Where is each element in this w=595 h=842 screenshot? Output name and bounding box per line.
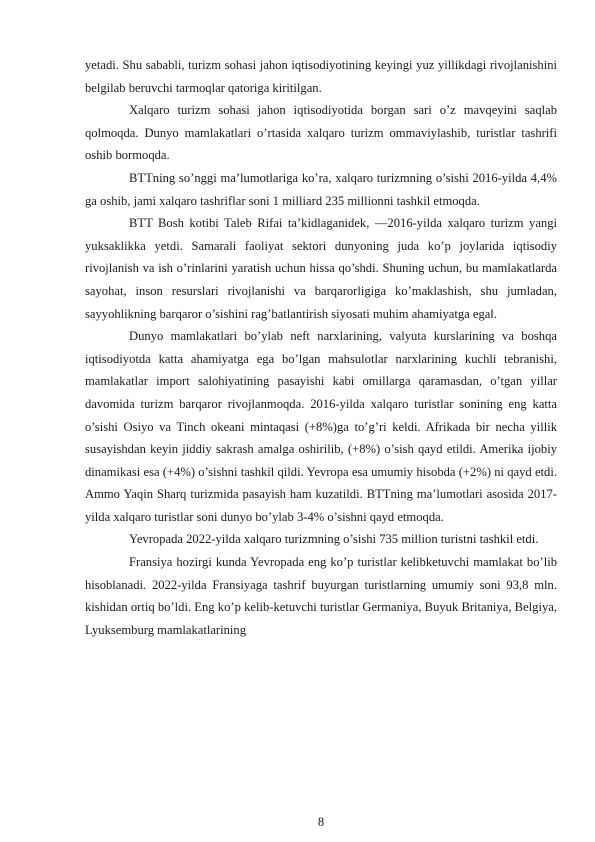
- paragraph: BTTning so’nggi ma’lumotlariga ko’ra, xalqaro turizmning o’sishi 2016-yilda 4,4% ga oshib, jami xalqaro tashriflar soni 1 milliard 235 millionni tashkil etmoqda.: [85, 170, 557, 208]
- paragraph: Xalqaro turizm sohasi jahon iqtisodiyotida borgan sari o’z mavqeyini saqlab qolmoqda. Dunyo mamlakatlari o’rtasida xalqaro turizm ommaviylashib, turistlar tashrifi oshib bormoqda.: [85, 103, 557, 163]
- paragraph-continuation: yetadi. Shu sababli, turizm sohasi jahon iqtisodiyotining keyingi yuz yillikdagi rivojlanishini belgilab beruvchi tarmoqlar qatoriga kiritilgan.: [85, 58, 557, 95]
- page-number: 8: [317, 815, 325, 829]
- paragraph-quote: BTT Bosh kotibi Taleb Rifai ta’kidlaganidek, ―2016-yilda xalqaro turizm yangi yuksaklikka yetdi. Samarali faoliyat sektori dunyoning juda ko’p joylarida iqtisodiy rivojlanish va ish o’rinlarini yaratish uchun hissa qo’shdi. Shuning uchun, bu mamlakatlarda sayohat, inson resurslari rivojlanishi va barqarorligiga ko’maklashish, shu jumladan, sayyohlikning barqaror o’sishini rag’batlantirish siyosati muhim ahamiyatga ega‖.: [85, 216, 557, 321]
- document-body: [85, 54, 557, 641]
- paragraph: Yevropada 2022-yilda xalqaro turizmning o’sishi 735 million turistni tashkil etdi.: [129, 532, 539, 547]
- paragraph-last: Fransiya hozirgi kunda Yevropada eng ko’p turistlar kelibketuvchi mamlakat bo’lib hisoblanadi. 2022-yilda Fransiyaga tashrif buyurgan turistlarning umumiy soni 93,8 mln. kishidan ortiq bo’ldi. Eng ko’p kelib-ketuvchi turistlar Germaniya, Buyuk Britaniya, Belgiya, Lyuksemburg mamlakatlarining: [85, 555, 557, 637]
- paragraph: Dunyo mamlakatlari bo’ylab neft narxlarining, valyuta kurslarining va boshqa iqtisodiyotda katta ahamiyatga ega bo’lgan mahsulotlar narxlarining kuchli tebranishi, mamlakatlar import salohiyatining pasayishi kabi omillarga qaramasdan, o’tgan yillar davomida turizm barqaror rivojlanmoqda. 2016-yilda xalqaro turistlar sonining eng katta o’sishi Osiyo va Tinch okeani mintaqasi (+8%)ga to’g’ri keldi. Afrikada bir necha yillik susayishdan keyin jiddiy sakrash amalga oshirilib, (+8%) o’sish qayd etildi. Amerika ijobiy dinamikasi esa (+4%) o’sishni tashkil qildi. Yevropa esa umumiy hisobda (+2%) ni qayd etdi. Ammo Yaqin Sharq turizmida pasayish ham kuzatildi. BTTning ma’lumotlari asosida 2017-yilda xalqaro turistlar soni dunyo bo’ylab 3-4% o’sishni qayd etmoqda.: [85, 329, 557, 524]
